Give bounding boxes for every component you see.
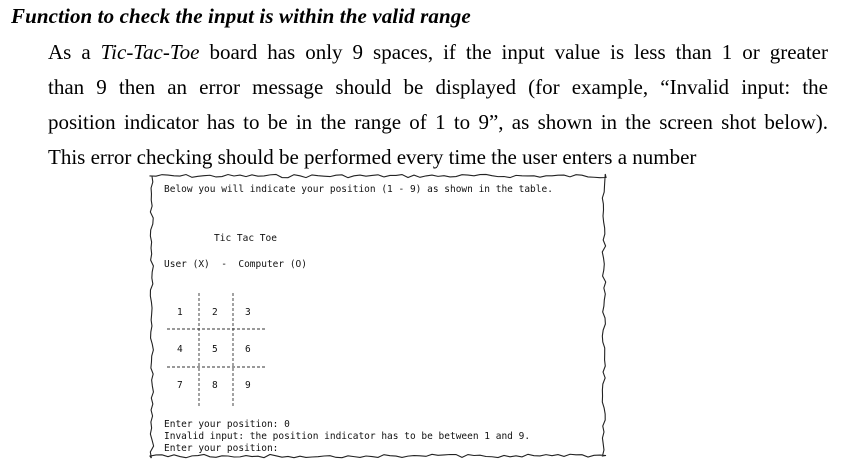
console-screenshot — [147, 171, 609, 461]
board-cell-7: 7 — [177, 380, 183, 391]
prompt-line-2: Enter your position: — [164, 443, 279, 454]
paragraph-line-2: than 9 then an error message should be displayed (for example, “Invalid input: the — [48, 75, 828, 99]
paragraph-line-3: position indicator has to be in the range of 1 to 9”, as shown in the screen shot below). — [48, 110, 828, 134]
tic-tac-toe-italic: Tic-Tac-Toe — [100, 40, 200, 64]
board-cell-4: 4 — [177, 344, 183, 355]
console-output — [147, 171, 609, 461]
board-cell-8: 8 — [212, 380, 218, 391]
board-cell-9: 9 — [245, 380, 251, 391]
prompt-line-1: Enter your position: 0 — [164, 419, 290, 430]
board-cell-3: 3 — [245, 307, 251, 318]
board-cell-1: 1 — [177, 307, 183, 318]
description-paragraph — [48, 35, 828, 175]
board-cell-6: 6 — [245, 344, 251, 355]
paragraph-line-4: This error checking should be performed every time the user enters a number — [48, 145, 697, 169]
console-intro: Below you will indicate your position (1 - 9) as shown in the table. — [164, 184, 553, 195]
error-line: Invalid input: the position indicator has to be between 1 and 9. — [164, 431, 531, 442]
paragraph-line-1: As a Tic-Tac-Toe board has only 9 spaces, if the input value is less than 1 or greater — [48, 40, 828, 64]
game-title: Tic Tac Toe — [214, 233, 277, 244]
players-line: User (X) - Computer (O) — [164, 259, 307, 270]
board-cell-2: 2 — [212, 307, 218, 318]
board-cell-5: 5 — [212, 344, 218, 355]
section-heading: Function to check the input is within the valid range — [11, 4, 471, 28]
